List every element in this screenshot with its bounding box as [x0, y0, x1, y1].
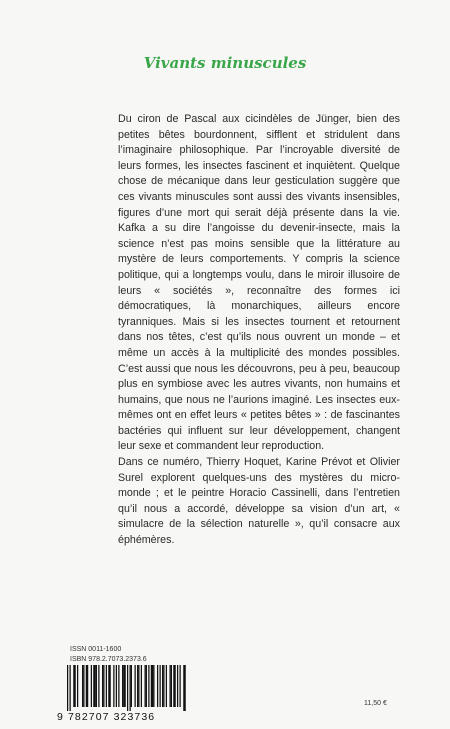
identifiers — [70, 645, 147, 665]
barcode-bar — [183, 665, 184, 711]
barcode-bar — [146, 665, 147, 707]
barcode-bar — [185, 665, 186, 711]
barcode-bar — [162, 665, 163, 707]
barcode-bar — [138, 665, 139, 707]
barcode-bar — [91, 665, 92, 707]
barcode-bar — [73, 665, 74, 707]
barcode-bar — [122, 665, 123, 707]
barcode-bar — [106, 665, 107, 707]
cover-title: Vivants minuscules — [143, 54, 307, 72]
barcode-bar — [77, 665, 78, 707]
barcode-bar — [177, 665, 178, 707]
barcode-bar — [110, 665, 111, 707]
barcode-bar — [151, 665, 152, 707]
barcode-bar — [130, 665, 131, 711]
barcode-bar — [93, 665, 94, 707]
barcode-bar — [98, 665, 99, 707]
barcode-bar — [75, 665, 76, 707]
barcode-bar — [87, 665, 88, 707]
barcode-bar — [166, 665, 167, 707]
barcode-bar — [173, 665, 174, 707]
barcode-bar — [157, 665, 158, 707]
barcode-bar — [125, 665, 126, 707]
barcode-bar — [163, 665, 164, 707]
blurb-paragraph-2: Dans ce numéro, Thierry Hoquet, Karine Prévot et Olivier Surel explorent quelques-uns des mystères du micro-monde ; et le peintre Horacio Cassinelli, dans l’entretien qu’il nous a accordé, développe sa vision d’un art, « simulacre de la sélection naturelle », qu’il consacre aux éphémères. — [118, 456, 400, 547]
barcode-bar — [160, 665, 161, 707]
barcode-digits: 9 782707 323736 — [57, 711, 156, 723]
barcode-bar — [86, 665, 87, 707]
barcode-bar — [135, 665, 136, 707]
barcode-bar — [137, 665, 138, 707]
barcode-bar — [70, 665, 71, 711]
price-label: 11,50 € — [364, 700, 387, 707]
barcode-bar — [152, 665, 153, 707]
barcode-bar — [83, 665, 84, 707]
barcode-bar — [153, 665, 154, 707]
barcode-bars-icon — [57, 665, 193, 711]
barcode-bar — [95, 665, 96, 707]
barcode-bar — [103, 665, 104, 707]
barcode-bar — [96, 665, 97, 707]
barcode-bar — [127, 665, 128, 711]
barcode-bar — [175, 665, 176, 707]
barcode-bar — [123, 665, 124, 707]
isbn-number: ISBN 978.2.7073.2373.6 — [70, 656, 147, 663]
barcode-bar — [170, 665, 171, 707]
barcode-bar — [113, 665, 114, 707]
barcode-bar — [148, 665, 149, 707]
blurb-paragraph-1: Du ciron de Pascal aux cicindèles de Jünger, bien des petites bêtes bourdonnent, sifflent et stridulent dans l’imaginaire philosophique. Par l’incroyable diversité de leurs formes, les insectes fascinent et inquiètent. Quelque chose de mécanique dans leur gesticulation suggère que ces vivants minuscules sont aussi des vivants insensibles, figures d’une mort qui serait déjà présente dans la vie. Kafka a su dire l’angoisse du devenir-insecte, mais la science n’est pas moins sensible que la littérature au mystère de leurs comportements. Y compris la science politique, qui a longtemps voulu, dans le miroir illusoire de leurs « sociétés », reconnaître des formes ici démocratiques, là monarchiques, ailleurs encore tyranniques. Mais si les insectes tournent et retournent dans nos têtes, c’est qu’ils nous ouvrent un monde – et même un accès à la multiplicité des mondes possibles. C’est aussi que nous les découvrons, peu à peu, beaucoup plus en symbiose avec les autres vivants, non humains et humains, que nous ne l’aurions imaginé. Les insectes eux-mêmes ont en effet leurs « petites bêtes » : de fascinantes bactéries qui influent sur leur développement, changent leur sexe et commandent leur reproduction. — [118, 113, 400, 453]
issn-number: ISSN 0011-1600 — [70, 646, 122, 653]
barcode-bar — [67, 665, 68, 711]
blurb-text — [118, 112, 400, 549]
barcode-bar — [145, 665, 146, 707]
barcode-bar — [116, 665, 117, 707]
barcode-bar — [118, 665, 119, 707]
barcode-bar — [82, 665, 83, 707]
barcode-bar — [171, 665, 172, 707]
barcode-bar — [180, 665, 181, 707]
barcode-bar — [102, 665, 103, 707]
barcode — [57, 665, 193, 725]
barcode-bar — [108, 665, 109, 707]
barcode-bar — [131, 665, 132, 707]
barcode-bar — [141, 665, 142, 707]
